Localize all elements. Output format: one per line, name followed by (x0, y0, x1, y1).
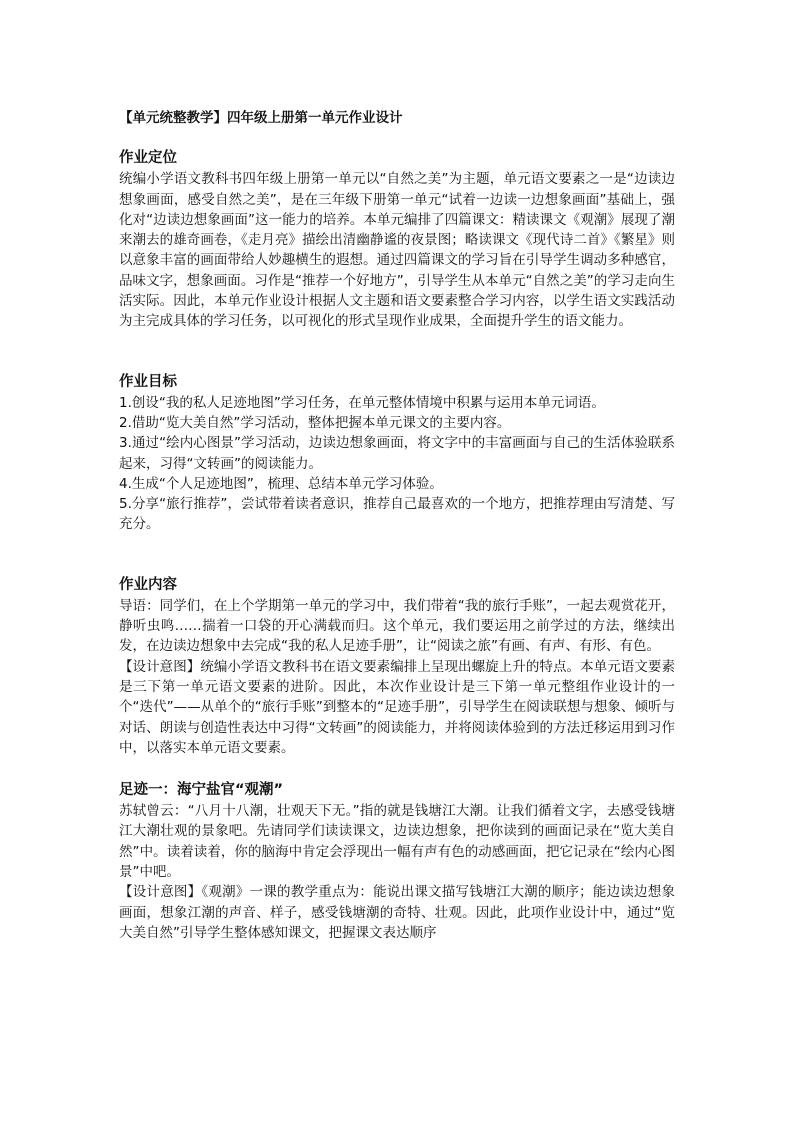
paragraph: 统编小学语文教科书四年级上册第一单元以“自然之美”为主题，单元语文要素之一是“边读边想象画面，感受自然之美”，是在三年级下册第一单元“试着一边读一边想象画面”基础上，强化对“边读边想象画面”这一能力的培养。本单元编排了四篇课文：精读课文《观潮》展现了潮来潮去的雄奇画卷，《走月亮》描绘出清幽静谧的夜景图；略读课文《现代诗二首》《繁星》则以意象丰富的画面带给人妙趣横生的遐想。通过四篇课文的学习旨在引导学生调动多种感官，品味文字，想象画面。习作是“推荐一个好地方”，引导学生从本单元“自然之美”的学习走向生活实际。因此，本单元作业设计根据人文主题和语文要素整合学习内容，以学生语文实践活动为主完成具体的学习任务，以可视化的形式呈现作业成果，全面提升学生的语文能力。 (119, 171, 675, 330)
document-body (119, 108, 675, 943)
goal-item: 5.分享“旅行推荐”，尝试带着读者意识，推荐自己最喜欢的一个地方，把推荐理由写清楚、写充分。 (119, 496, 675, 533)
goal-item: 2.借助“览大美自然”学习活动，整体把握本单元课文的主要内容。 (119, 414, 511, 431)
section-goals (119, 372, 675, 535)
document-title: 【单元统整教学】四年级上册第一单元作业设计 (119, 110, 403, 126)
spacer (119, 758, 675, 780)
spacer (119, 332, 675, 372)
goal-item: 1.创设“我的私人足迹地图”学习任务，在单元整体情境中积累与运用本单元词语。 (119, 394, 605, 411)
goal-item: 4.生成“个人足迹地图”，梳理、总结本单元学习体验。 (119, 475, 443, 492)
section-positioning (119, 148, 675, 331)
section-heading: 足迹一：海宁盐官“观潮” (119, 782, 284, 799)
design-intent: 【设计意图】《观潮》一课的教学重点为：能说出课文描写钱塘江大潮的顺序；能边读边想象画面，想象江潮的声音、样子，感受钱塘潮的奇特、壮观。因此，此项作业设计中，通过“览大美自然”引导学生整体感知课文，把握课文表达顺序 (119, 884, 675, 941)
section-heading: 作业定位 (119, 150, 177, 167)
paragraph: 导语：同学们，在上个学期第一单元的学习中，我们带着“我的旅行手账”，一起去观赏花开，静听虫鸣……揣着一口袋的开心满载而归。这个单元，我们要运用之前学过的方法，继续出发，在边读边想象中去完成“我的私人足迹手册”，让“阅读之旅”有画、有声、有形、有色。 (119, 597, 675, 655)
goal-item: 3.通过“绘内心图景”学习活动，边读边想象画面，将文字中的丰富画面与自己的生活体验联系起来，习得“文转画”的阅读能力。 (119, 435, 675, 472)
section-content (119, 575, 675, 758)
section-heading: 作业内容 (119, 576, 177, 593)
design-intent: 【设计意图】统编小学语文教科书在语文要素编排上呈现出螺旋上升的特点。本单元语文要素是三下第一单元语文要素的进阶。因此，本次作业设计是三下第一单元整组作业设计的一个“迭代”——从单个的“旅行手账”到整本的“足迹手册”，引导学生在阅读联想与想象、倾听与对话、朗读与创造性表达中习得“文转画”的阅读能力，并将阅读体验到的方法迁移运用到习作中，以落实本单元语文要素。 (119, 658, 675, 756)
spacer (119, 535, 675, 575)
paragraph: 苏轼曾云：“八月十八潮，壮观天下无。”指的就是钱塘江大潮。让我们循着文字，去感受钱塘江大潮壮观的景象吧。先请同学们读读课文，边读边想象，把你读到的画面记录在“览大美自然”中。读着读着，你的脑海中肯定会浮现出一幅有声有色的动感画面，把它记录在“绘内心图景”中吧。 (119, 803, 675, 881)
section-footprint-one (119, 780, 675, 943)
section-heading: 作业目标 (119, 373, 177, 390)
